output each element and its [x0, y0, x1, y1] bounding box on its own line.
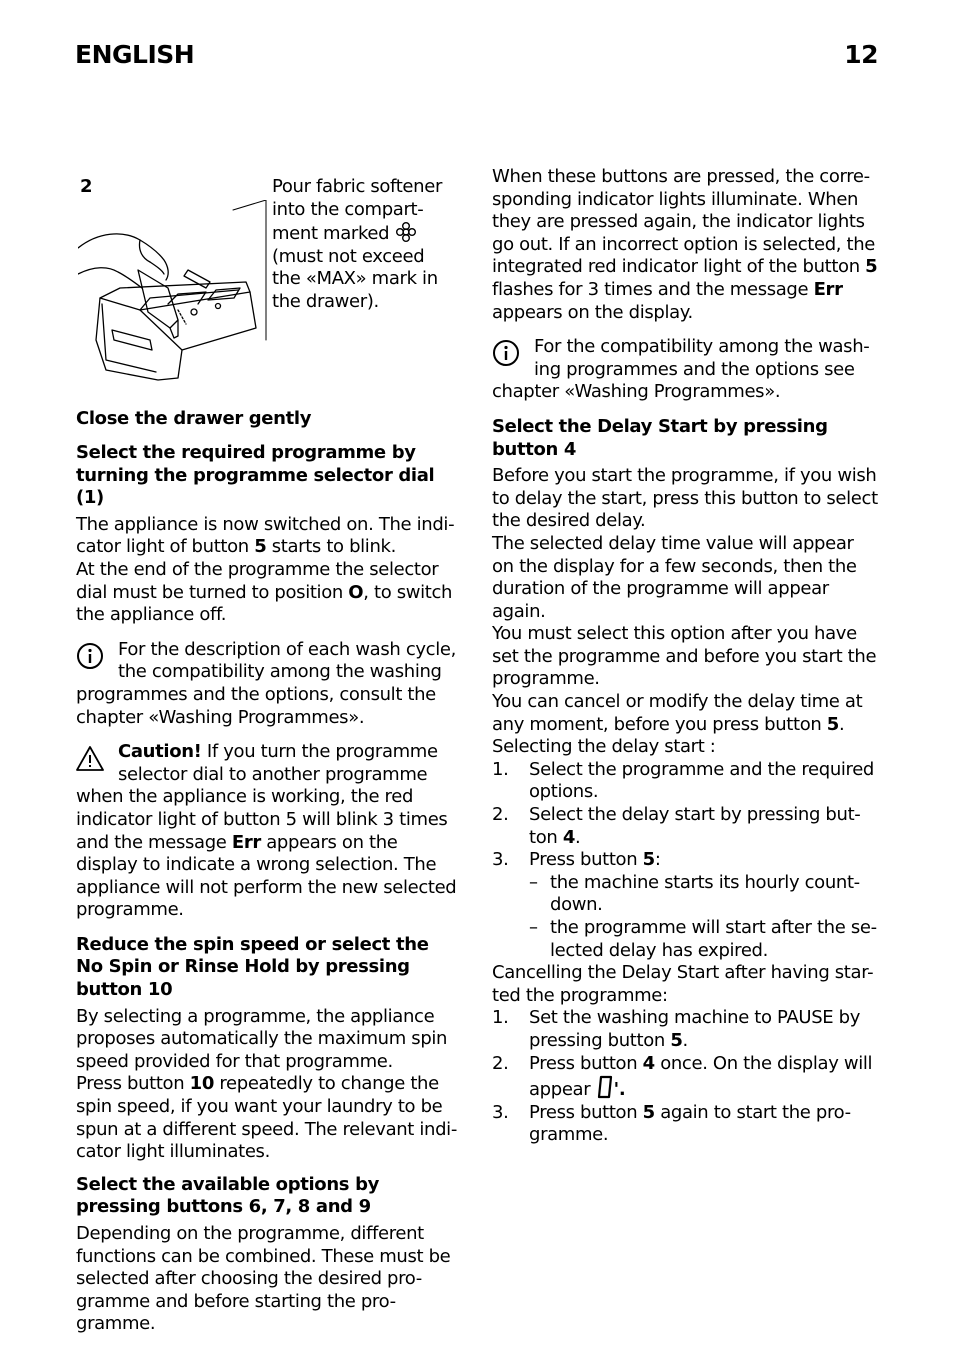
info-icon [492, 338, 522, 368]
figure-number: 2 [80, 176, 93, 197]
delay-paragraph-3: You must select this option after you have set the programme and before you start the programme. [492, 623, 877, 690]
list-item: 3. Press button 5 again to start the pro-gramme. [492, 1101, 851, 1146]
switch-on-paragraph: The appliance is now switched on. The indi-cator light of button 5 starts to blink. [76, 513, 455, 558]
caution-note [76, 741, 460, 922]
delay-paragraph-4: You can cancel or modify the delay time at any moment, before you press button 5. [492, 691, 863, 735]
display-zero-icon [596, 1075, 614, 1099]
list-item: 2. Select the delay start by pressing but-ton 4. [492, 804, 861, 848]
delay-paragraph-2: The selected delay time value will appear on the display for a few seconds, then the duration of the programme will appear again. [492, 532, 857, 622]
caution-text: Caution! If you turn the programme selector dial to another programme when the appliance is working, the red indicator light of button 5 will blink 3 times and the message Err appears on the display to indicate a wrong selection. The appliance will not perform the new selected programme. [76, 741, 457, 921]
compatibility-note [492, 336, 880, 404]
cancelling-delay-steps [492, 1007, 880, 1147]
list-item: – the programme will start after the se-lected delay has expired. [529, 917, 877, 961]
options-heading: Select the available options by pressing buttons 6, 7, 8 and 9 [76, 1173, 379, 1218]
press-button-sub-list [492, 872, 880, 962]
spin-paragraph-2: Press button 10 repeatedly to change the spin speed, if you want your laundry to be spun at a different speed. The relevant indi-cator light illuminates. [76, 1073, 457, 1163]
info-note-text: For the description of each wash cycle, the compatibility among the washing programmes and the options, consult the chapter «Washing Programmes». [76, 638, 456, 728]
delay-paragraph-1: Before you start the programme, if you wish to delay the start, press this button to select the desired delay. [492, 465, 878, 532]
spin-speed-heading: Reduce the spin speed or select the No Spin or Rinse Hold by pressing button 10 [76, 933, 429, 1001]
compatibility-note-text: For the compatibility among the wash-ing programmes and the options see chapter «Washing Programmes». [492, 336, 870, 403]
list-item: 1. Select the programme and the required options. [492, 758, 874, 803]
delay-paragraph-5: Selecting the delay start : [492, 736, 716, 758]
language-heading: ENGLISH [75, 40, 195, 69]
cancel-intro: Cancelling the Delay Start after having star-ted the programme: [492, 962, 874, 1006]
flower-icon [395, 221, 417, 243]
detergent-drawer-illustration [78, 200, 268, 390]
close-drawer-heading: Close the drawer gently [76, 408, 312, 429]
list-item: 2. Press button 4 once. On the display will appear '. [492, 1052, 873, 1101]
end-of-programme-paragraph: At the end of the programme the selector dial must be turned to position O, to switch the appliance off. [76, 558, 453, 626]
buttons-paragraph: When these buttons are pressed, the corre-sponding indicator lights illuminate. When they are pressed again, the indicator lights go out. If an incorrect option is selected, the integrated red indicator light of the button 5 flashes for 3 times and the message Err appears on the display. [492, 166, 878, 323]
select-programme-heading: Select the required programme by turning the programme selector dial (1) [76, 442, 435, 509]
list-item: – the machine starts its hourly count-down. [529, 871, 860, 916]
list-item: 1. Set the washing machine to PAUSE by pressing button 5. [492, 1007, 861, 1051]
selecting-delay-steps [492, 759, 880, 872]
figure-caption: Pour fabric softener into the compart-ment marked (must not exceed the «MAX» mark in the drawer). [272, 176, 442, 312]
list-item: 3. Press button 5: [492, 849, 661, 871]
delay-start-heading: Select the Delay Start by pressing button 4 [492, 415, 828, 460]
options-paragraph: Depending on the programme, different functions can be combined. These must be selected after choosing the desired pro-gramme and before starting the pro-gramme. [76, 1223, 451, 1335]
info-icon [76, 641, 106, 671]
spin-paragraph-1: By selecting a programme, the appliance proposes automatically the maximum spin speed provided for that programme. [76, 1005, 448, 1072]
warning-icon [76, 743, 106, 773]
info-note [76, 639, 460, 729]
page-number: 12 [844, 40, 878, 69]
